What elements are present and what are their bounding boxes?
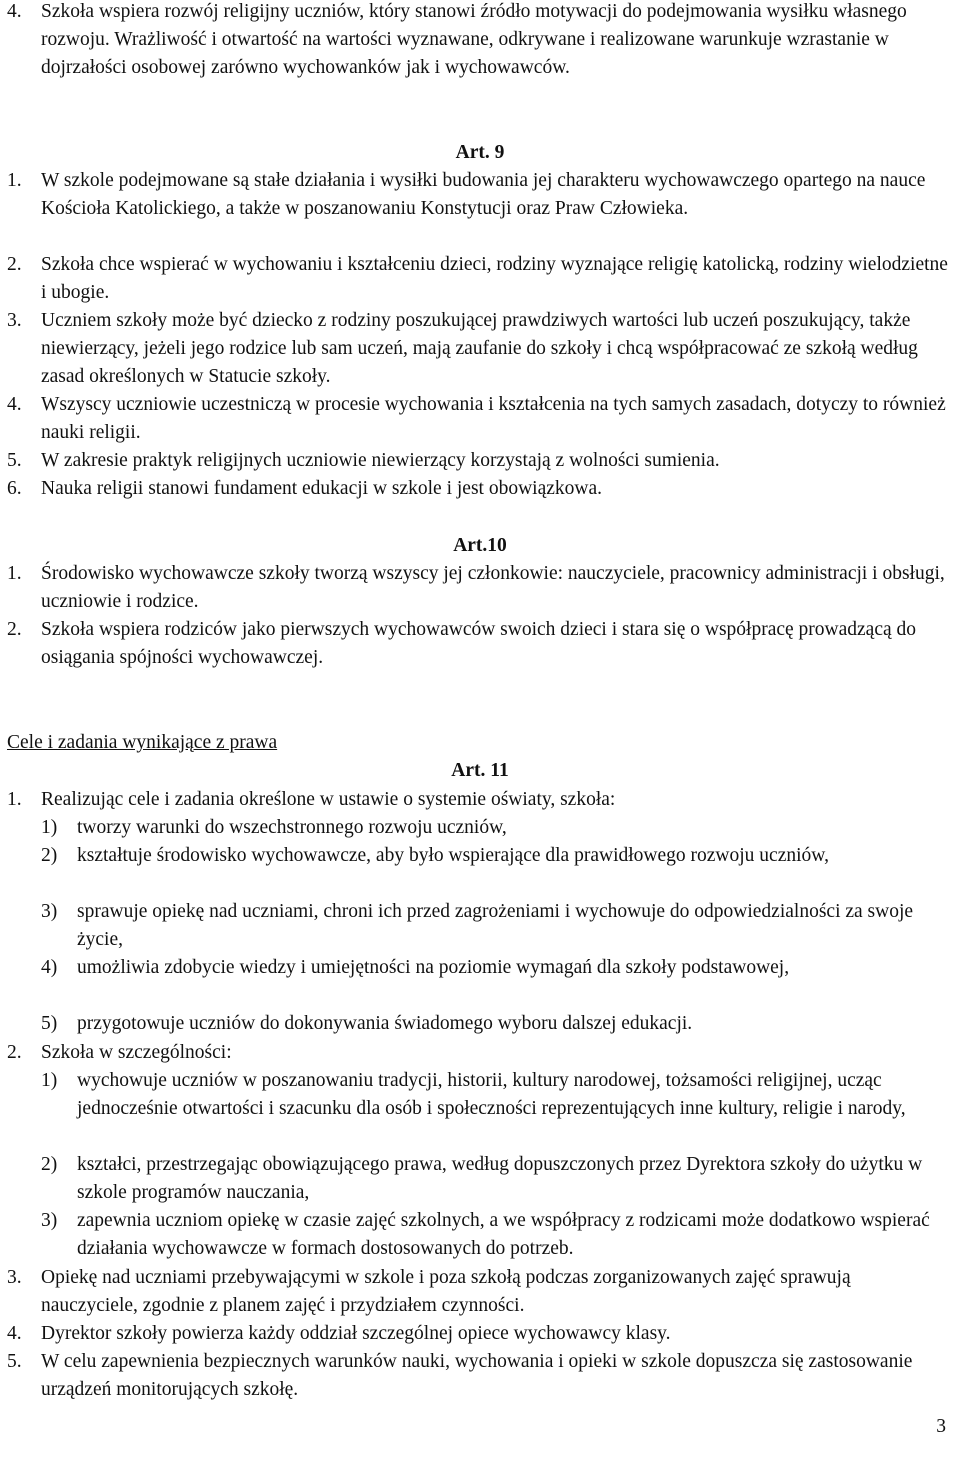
item-number: 4. [7, 394, 22, 415]
list-item [7, 560, 952, 616]
article-heading: Art. 11 [451, 760, 509, 781]
sub-item-number: 2) [41, 845, 58, 866]
item-number: 5. [7, 1351, 22, 1372]
item-text: Wszyscy uczniowie uczestniczą w procesie wychowania i kształcenia na tych samych zasadach, dotyczy to również nauki religii. [41, 394, 946, 443]
item-number: 1. [7, 789, 22, 810]
sub-item-text: umożliwia zdobycie wiedzy i umiejętności na poziomie wymagań dla szkoły podstawowej, [77, 957, 790, 978]
sub-item [41, 898, 946, 954]
article-heading: Art. 9 [455, 142, 505, 163]
section-title: Cele i zadania wynikające z prawa [7, 732, 278, 753]
sub-item-text: tworzy warunki do wszechstronnego rozwoju uczniów, [77, 817, 507, 838]
list-item [7, 475, 952, 503]
item-number: 4. [7, 1, 22, 22]
sub-item [41, 1207, 946, 1263]
article-heading: Art.10 [453, 535, 507, 556]
list-item [7, 307, 952, 391]
list-item [7, 391, 952, 447]
list-item [7, 1320, 952, 1348]
item-number: 2. [7, 1042, 22, 1063]
item-text: Szkoła chce wspierać w wychowaniu i kształceniu dzieci, rodziny wyznające religię katolicką, rodziny wielodzietne i ubogie. [41, 254, 948, 303]
sub-item [41, 1010, 946, 1038]
item-text: W celu zapewnienia bezpiecznych warunków nauki, wychowania i opieki w szkole dopuszcza się zastosowanie urządzeń monitorujących szkołę. [41, 1351, 913, 1400]
sub-item-text: wychowuje uczniów w poszanowaniu tradycji, historii, kultury narodowej, tożsamości religijnej, ucząc jednocześnie otwartości i szacunku dla osób i społeczności reprezentujących inne kultury, religie i narody, [77, 1070, 906, 1119]
list-item [7, 1264, 952, 1320]
sub-item-number: 4) [41, 957, 58, 978]
sub-item [41, 842, 946, 870]
sub-item-text: zapewnia uczniom opiekę w czasie zajęć szkolnych, a we współpracy z rodzicami może dodatkowo wspierać działania wychowawcze w formach dostosowanych do potrzeb. [77, 1210, 930, 1259]
item-number: 3. [7, 1267, 22, 1288]
list-item [7, 0, 952, 82]
list-item [7, 1348, 952, 1404]
sub-item [41, 954, 946, 982]
item-text: W zakresie praktyk religijnych uczniowie niewierzący korzystają z wolności sumienia. [41, 450, 720, 471]
list-item [7, 616, 952, 672]
list-item [7, 786, 952, 814]
item-number: 1. [7, 170, 22, 191]
sub-item [41, 1067, 946, 1123]
item-number: 5. [7, 450, 22, 471]
item-text: Nauka religii stanowi fundament edukacji w szkole i jest obowiązkowa. [41, 478, 603, 499]
item-number: 4. [7, 1323, 22, 1344]
sub-item-number: 1) [41, 817, 58, 838]
sub-item-text: przygotowuje uczniów do dokonywania świadomego wyboru dalszej edukacji. [77, 1013, 693, 1034]
item-number: 2. [7, 254, 22, 275]
item-text: Realizując cele i zadania określone w ustawie o systemie oświaty, szkoła: [41, 789, 616, 810]
sub-item-number: 5) [41, 1013, 58, 1034]
item-text: Szkoła wspiera rozwój religijny uczniów, który stanowi źródło motywacji do podejmowania wysiłku własnego rozwoju. Wrażliwość i otwartość na wartości wyznawane, odkrywane i realizowane warunkuje wzrastanie w dojrzałości osobowej zarówno wychowanków jak i wychowawców. [41, 1, 907, 78]
sub-item-number: 3) [41, 1210, 58, 1231]
list-item [7, 251, 952, 307]
sub-item-number: 3) [41, 901, 58, 922]
sub-item-number: 1) [41, 1070, 58, 1091]
item-text: Dyrektor szkoły powierza każdy oddział szczególnej opiece wychowawcy klasy. [41, 1323, 671, 1344]
item-number: 1. [7, 563, 22, 584]
item-number: 6. [7, 478, 22, 499]
item-text: Środowisko wychowawcze szkoły tworzą wszyscy jej członkowie: nauczyciele, pracownicy administracji i obsługi, uczniowie i rodzice. [41, 563, 945, 612]
item-text: Szkoła w szczególności: [41, 1042, 232, 1063]
item-text: W szkole podejmowane są stałe działania i wysiłki budowania jej charakteru wychowawczego opartego na nauce Kościoła Katolickiego, a także w poszanowaniu Konstytucji oraz Praw Człowieka. [41, 170, 926, 219]
sub-item-text: kształtuje środowisko wychowawcze, aby było wspierające dla prawidłowego rozwoju uczniów, [77, 845, 829, 866]
list-item [7, 167, 952, 223]
sub-item-text: sprawuje opiekę nad uczniami, chroni ich przed zagrożeniami i wychowuje do odpowiedzialności za swoje życie, [77, 901, 914, 950]
item-number: 3. [7, 310, 22, 331]
item-text: Opiekę nad uczniami przebywającymi w szkole i poza szkołą podczas zorganizowanych zajęć sprawują nauczyciele, zgodnie z planem zajęć i przydziałem czynności. [41, 1267, 851, 1316]
sub-item [41, 1151, 946, 1207]
item-text: Uczniem szkoły może być dziecko z rodziny poszukującej prawdziwych wartości lub uczeń poszukujący, także niewierzący, jeżeli jego rodzice lub sam uczeń, mają zaufanie do szkoły i chcą współpracować ze szkołą według zasad określonych w Statucie szkoły. [41, 310, 918, 387]
sub-item-number: 2) [41, 1154, 58, 1175]
page-number: 3 [936, 1416, 946, 1437]
item-text: Szkoła wspiera rodziców jako pierwszych wychowawców swoich dzieci i stara się o współpracę prowadzącą do osiągania spójności wychowawczej. [41, 619, 917, 668]
sub-item-text: kształci, przestrzegając obowiązującego prawa, według dopuszczonych przez Dyrektora szkoły do użytku w szkole programów nauczania, [77, 1154, 923, 1203]
item-number: 2. [7, 619, 22, 640]
list-item [7, 1039, 952, 1067]
sub-item [41, 814, 946, 842]
list-item [7, 447, 952, 475]
